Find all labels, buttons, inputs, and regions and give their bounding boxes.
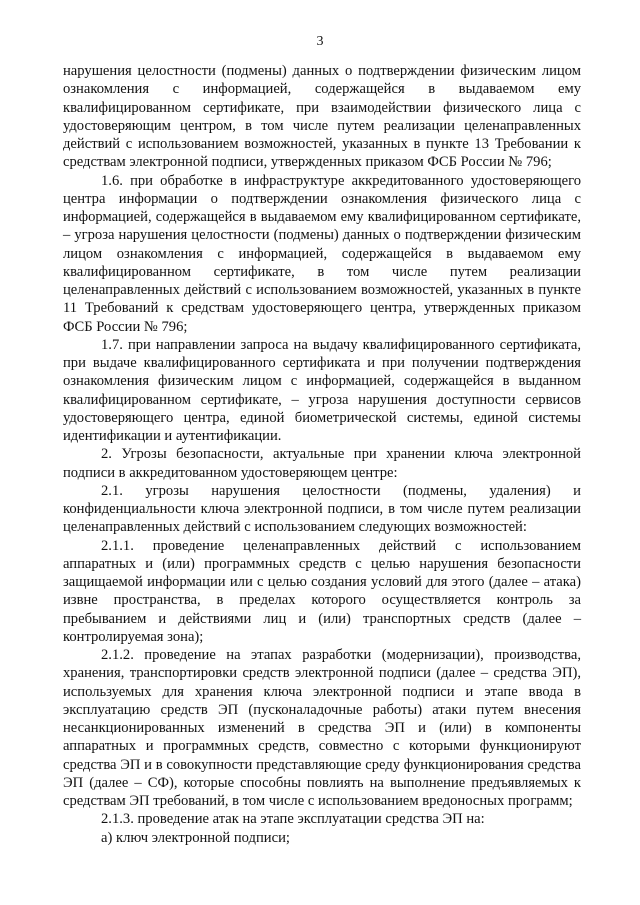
paragraph: 1.7. при направлении запроса на выдачу квалифицированного сертификата, при выдаче квалифицированного сертификата и при получении подтверждения ознакомления физическим лицом с информацией, содержащейся в выданном квалифицированном сертификате, – угроза нарушения доступности сервисов удостоверяющего центра, единой биометрической системы, единой системы идентификации и аутентификации. <box>63 336 581 444</box>
paragraph: 1.6. при обработке в инфраструктуре аккредитованного удостоверяющего центра информации о подтверждении ознакомления физического лица с информацией, содержащейся в выдаваемом ему квалифицированном сертификате, – угроза нарушения целостности (подмены) данных о подтверждении физическим лицом ознакомления с информацией, содержащейся в выдаваемом ему квалифицированном сертификате, в том числе путем реализации целенаправленных действий с использованием возможностей, указанных в пункте 11 Требований к средствам удостоверяющего центра, утвержденных приказом ФСБ России № 796; <box>63 172 581 335</box>
paragraph: 2.1.1. проведение целенаправленных действий с использованием аппаратных и (или) программных средств с целью нарушения безопасности защищаемой информации или с целью создания условий для этого (далее – атака) извне пространства, в пределах которого осуществляется контроль за пребыванием и действиями лиц и (или) транспортных средств (далее – контролируемая зона); <box>63 537 581 645</box>
page-number: 3 <box>316 34 324 49</box>
paragraph: 2.1.3. проведение атак на этапе эксплуатации средства ЭП на: <box>101 811 485 828</box>
paragraph: нарушения целостности (подмены) данных о подтверждении физическим лицом ознакомления с информацией, содержащейся в выдаваемом ему квалифицированном сертификате, при взаимодействии физического лица с удостоверяющим центром, в том числе путем реализации целенаправленных действий с использованием возможностей, указанных в пункте 13 Требовании к средствам электронной подписи, утвержденных приказом ФСБ России № 796; <box>63 63 581 171</box>
document-body <box>63 62 581 847</box>
paragraph: а) ключ электронной подписи; <box>101 829 290 846</box>
paragraph: 2. Угрозы безопасности, актуальные при хранении ключа электронной подписи в аккредитованном удостоверяющем центре: <box>63 446 581 481</box>
paragraph: 2.1.2. проведение на этапах разработки (модернизации), производства, хранения, транспортировки средств электронной подписи (далее – средства ЭП), используемых для хранения ключа электронной подписи и этапе ввода в эксплуатацию средств ЭП (пусконаладочные работы) атаки путем внесения несанкционированных изменений в средства ЭП и (или) в компоненты аппаратных и программных средств, совместно с которыми функционируют средства ЭП и в совокупности представляющие среду функционирования средства ЭП (далее – СФ), которые способны повлиять на выполнение предъявляемых к средствам ЭП требований, в том числе с использованием вредоносных программ; <box>63 647 581 809</box>
paragraph: 2.1. угрозы нарушения целостности (подмены, удаления) и конфиденциальности ключа электронной подписи, в том числе путем реализации целенаправленных действий с использованием следующих возможностей: <box>63 482 581 536</box>
